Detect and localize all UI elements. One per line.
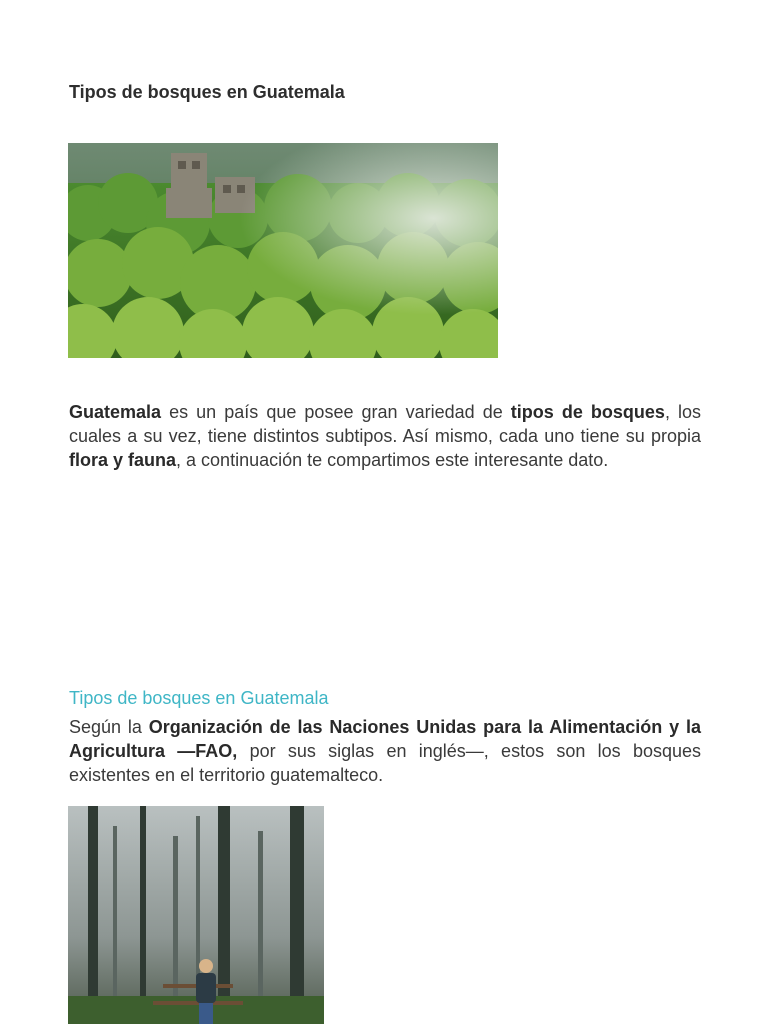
fao-bold-organization: Organización de las Naciones Unidas para la Alimentación y la Agricultura —FAO,: [69, 717, 701, 761]
fao-text-2: por sus siglas en inglés—, estos son los bosques existentes en el territorio guatemalteco.: [69, 741, 702, 785]
intro-text-2: , los cuales a su vez, tiene distintos subtipos. Así mismo, cada uno tiene su propia: [69, 402, 702, 446]
jungle-temple-photo: [68, 143, 498, 358]
page-title: Tipos de bosques en Guatemala: [69, 82, 345, 102]
intro-text-1: es un país que posee gran variedad de: [161, 402, 511, 422]
intro-bold-flora: flora y fauna: [69, 450, 177, 470]
fao-paragraph: [69, 715, 701, 787]
misty-forest-photo: [68, 806, 324, 1024]
intro-bold-guatemala: Guatemala: [69, 402, 162, 422]
intro-text-3: , a continuación te compartimos este interesante dato.: [176, 450, 609, 470]
intro-bold-tipos: tipos de bosques: [510, 402, 665, 422]
fao-text-1: Según la: [69, 717, 149, 737]
intro-paragraph: [69, 400, 701, 472]
section-heading: Tipos de bosques en Guatemala: [69, 688, 329, 708]
